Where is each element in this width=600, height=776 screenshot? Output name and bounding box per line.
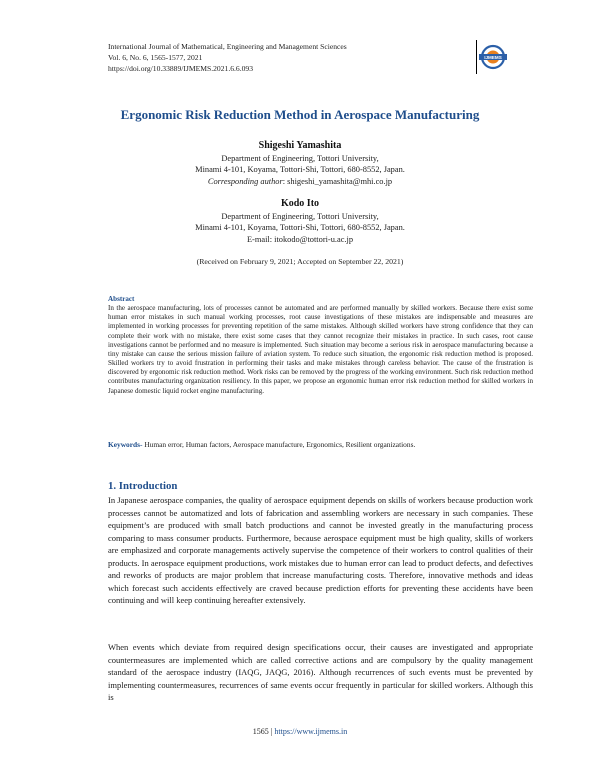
author-contact: [0, 176, 600, 187]
page-number: 1565: [252, 727, 269, 736]
author-address: Minami 4-101, Koyama, Tottori-Shi, Tottori, 680-8552, Japan.: [195, 165, 405, 175]
author-1: [0, 139, 600, 187]
abstract-text: In the aerospace manufacturing, lots of processes cannot be automated and are performed manually by skilled workers. Because there exist some human error mistakes in such manual working processes, root cause investigations of these mistakes are indispensable and measures are implemented in working processes for preventing repetition of the same mistakes. Although skilled workers have strong confidence that they can complete their work with no mistake, there exist some cases that they cannot recognize their mistakes in practice. In such cases, root cause investigations cannot be performed and no measure is implemented. Such situation may become a serious risk in aerospace manufacturing because a tiny mistake can cause the serious mission failure of aviation system. To reduce such situation, the ergonomic risk reduction method is proposed. Skilled workers try to avoid frustration in performing their tasks and make mistakes through careless behavior. The cause of the frustration is discovered by ergonomic risk reduction method. Work risks can be removed by the progress of the working environment. Such risk reduction method contributes manufacturing organization resiliency. In this paper, we propose an ergonomic human error risk reduction method for skilled workers in Japanese domestic liquid rocket engine manufacturing.: [108, 304, 533, 395]
journal-volume: Vol. 6, No. 6, 1565-1577, 2021: [108, 52, 203, 62]
keywords-label: Keywords-: [108, 440, 143, 449]
paragraph: In Japanese aerospace companies, the quality of aerospace equipment depends on skills of workers because production work processes cannot be automatized and lots of fabrication and assembling workers are necessary in such companies. These equipment’s are produced with small batch productions and cannot be invested greatly in the manufacturing process comparing to mass consumer products. Furthermore, because aerospace equipment must be high quality, skills of workers are emphasized and corporate managements actively supervise the competence of their workers to control qualities of their products. In aerospace equipment productions, work mistakes due to human error can lead to product defects, and defectives and reworks of products are major problem that increase manufacturing costs. Therefore, innovative methods and ideas which forecast such accidents effectively are craved because prediction efforts for preventing these accidents have been continuing and will keep continuing hereafter extensively.: [108, 495, 533, 606]
keywords: [108, 440, 415, 449]
author-2: [0, 197, 600, 245]
paragraph: When events which deviate from required design specifications occur, their causes are investigated and appropriate countermeasures are implemented which are called corrective actions and are compulsory by the quality management standard of the aerospace industry (IAQG, JAQG, 2016). Although recurrences of such events must be prevented by implementing countermeasures, recurrences of same events occur frequently in particular for skilled workers. Although this is: [108, 642, 533, 703]
page-footer: [0, 727, 600, 736]
abstract-heading: Abstract: [108, 295, 135, 303]
journal-logo-icon: [479, 40, 507, 74]
paper-title: Ergonomic Risk Reduction Method in Aerospace Manufacturing: [120, 107, 480, 122]
abstract-section: [108, 295, 533, 396]
header-divider: [476, 40, 477, 74]
author-address: Minami 4-101, Koyama, Tottori-Shi, Tottori, 680-8552, Japan.: [195, 223, 405, 233]
received-dates: (Received on February 9, 2021; Accepted on September 22, 2021): [196, 257, 404, 266]
keywords-text: Human error, Human factors, Aerospace manufacture, Ergonomics, Resilient organizations.: [142, 440, 416, 449]
journal-name: International Journal of Mathematical, Engineering and Management Sciences: [108, 42, 347, 51]
logo-text: IJMEMS: [484, 55, 502, 60]
contact-label: E-mail: [246, 234, 270, 244]
author-name: Kodo Ito: [280, 198, 320, 209]
footer-separator: |: [268, 727, 275, 736]
contact-email[interactable]: : itokodo@tottori-u.ac.jp: [269, 234, 354, 244]
journal-header: [108, 42, 408, 74]
journal-url-link[interactable]: https://www.ijmems.in: [274, 727, 348, 736]
contact-email[interactable]: : shigeshi_yamashita@mhi.co.jp: [282, 176, 393, 186]
author-name: Shigeshi Yamashita: [258, 140, 342, 151]
author-contact: [0, 234, 600, 245]
contact-label: Corresponding author: [207, 176, 283, 186]
section-heading: 1. Introduction: [108, 480, 178, 492]
doi-link[interactable]: https://doi.org/10.33889/IJMEMS.2021.6.6.093: [108, 63, 253, 73]
author-department: Department of Engineering, Tottori University,: [221, 154, 379, 163]
author-department: Department of Engineering, Tottori University,: [221, 212, 379, 221]
